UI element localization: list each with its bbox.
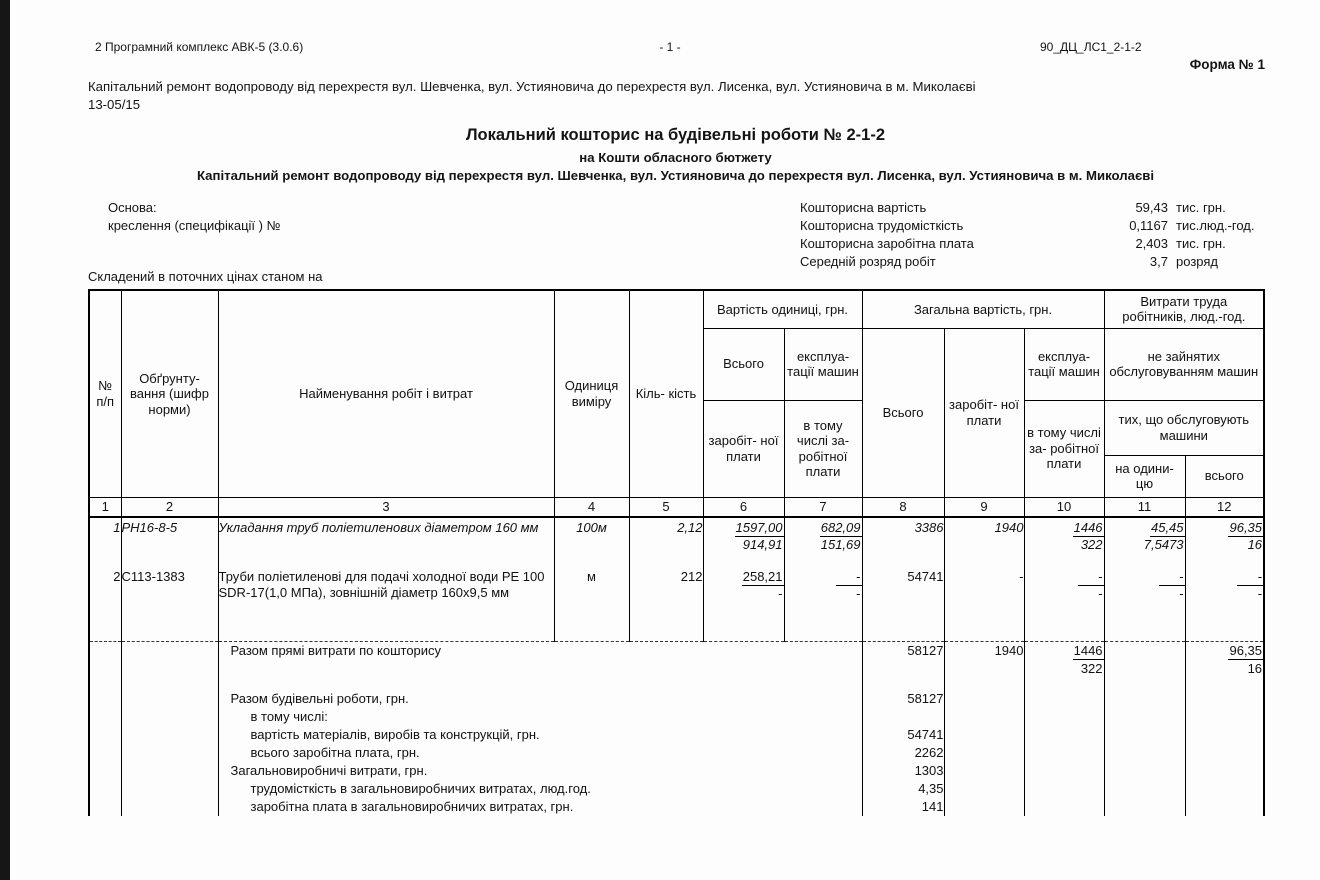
param-label: Кошторисна заробітна плата: [800, 236, 974, 251]
header-labor-machines: тих, що обслуговують машини: [1104, 400, 1264, 455]
program-name: 2 Програмний комплекс АВК-5 (3.0.6): [95, 40, 304, 54]
summary-value: 4,35: [862, 780, 944, 798]
item-total: 3386: [862, 517, 944, 567]
item-code: С113-1383: [121, 567, 218, 641]
param-row: [800, 235, 1270, 253]
header-unit-cost-machines: експлуа- тації машин: [784, 328, 862, 400]
item-qty: 212: [629, 567, 703, 641]
object-number: 13-05/15: [88, 97, 141, 112]
item-number: 2: [89, 567, 121, 641]
param-row: [800, 199, 1270, 217]
summary-label: Разом прямі витрати по кошторису: [218, 641, 862, 677]
header-group-unit-cost: Вартість одиниці, грн.: [703, 290, 862, 328]
title-block: [88, 125, 1263, 184]
summary-row: [89, 762, 1264, 780]
param-label: Кошторисна вартість: [800, 200, 927, 215]
header-unit-cost-wages: заробіт- ної плати: [703, 400, 784, 497]
summary-direct-costs-row: [89, 641, 1264, 677]
param-unit: тис. грн.: [1176, 236, 1226, 251]
item-total-wages: -: [944, 567, 1024, 641]
item-row-2: [89, 567, 1264, 641]
summary-total-machines: $\frac{1446}{322}$: [1024, 641, 1104, 677]
item-unit-cost-machines: $\frac{682,09}{151,69}$: [784, 517, 862, 567]
item-unit: 100м: [554, 517, 629, 567]
column-numbers-row: [89, 497, 1264, 517]
column-number: 6: [703, 497, 784, 517]
header-col-name: Найменування робіт і витрат: [218, 290, 554, 497]
param-label: Кошторисна трудомісткість: [800, 218, 964, 233]
param-value: 2,403: [1135, 236, 1168, 251]
param-value: 3,7: [1149, 254, 1168, 269]
summary-labor-total: $\frac{96,35}{16}$: [1185, 641, 1264, 677]
summary-label: трудомісткість в загальновиробничих витратах, люд.год.: [218, 780, 862, 798]
item-number: 1: [89, 517, 121, 567]
item-row-1: [89, 517, 1264, 567]
summary-label: Загальновиробничі витрати, грн.: [218, 762, 862, 780]
header-unit-cost-total: Всього: [703, 328, 784, 400]
summary-value: 141: [862, 798, 944, 816]
item-unit-cost-total: $\frac{258,21}{-}$: [703, 567, 784, 641]
column-number: 3: [218, 497, 554, 517]
param-unit: тис. грн.: [1176, 200, 1226, 215]
object-description: Капітальний ремонт водопроводу від перехрестя вул. Шевченка, вул. Устияновича до перехрестя вул. Лисенка, вул. Устияновича в м. Миколаєві: [88, 79, 976, 94]
document-code: 90_ДЦ_ЛС1_2-1-2: [1040, 40, 1142, 54]
column-number: 12: [1185, 497, 1264, 517]
item-labor-total: $\frac{-}{-}$: [1185, 567, 1264, 641]
header-col-basis: Обґрунту- вання (шифр норми): [121, 290, 218, 497]
header-labor-per-unit: на одини- цю: [1104, 455, 1185, 497]
header-col-no: № п/п: [89, 290, 121, 497]
param-value: 59,43: [1135, 200, 1168, 215]
basis-drawings: креслення (специфікації ) №: [108, 218, 281, 233]
header-col-unit: Одиниця виміру: [554, 290, 629, 497]
summary-row: [89, 708, 1264, 726]
item-total-wages: 1940: [944, 517, 1024, 567]
summary-row: [89, 690, 1264, 708]
form-label: Форма № 1: [1189, 57, 1265, 72]
column-number: 10: [1024, 497, 1104, 517]
summary-value: 2262: [862, 744, 944, 762]
header-total-cost-wages: заробіт- ної плати: [944, 328, 1024, 497]
item-qty: 2,12: [629, 517, 703, 567]
summary-label: всього заробітна плата, грн.: [218, 744, 862, 762]
header-total-cost-machines: експлуа- тації машин: [1024, 328, 1104, 400]
estimate-params: [800, 199, 1270, 271]
summary-value: 58127: [862, 690, 944, 708]
column-number: 8: [862, 497, 944, 517]
estimate-table: [88, 289, 1265, 816]
item-name: Укладання труб поліетиленових діаметром 160 мм: [218, 517, 554, 567]
header-total-cost-machines-wages: в тому числі за- робітної плати: [1024, 400, 1104, 497]
item-unit-cost-machines: $\frac{-}{-}$: [784, 567, 862, 641]
item-code: РН16-8-5: [121, 517, 218, 567]
item-labor-per-unit: $\frac{-}{-}$: [1104, 567, 1185, 641]
header-group-labor: Витрати труда робітників, люд.-год.: [1104, 290, 1264, 328]
param-label: Середній розряд робіт: [800, 254, 936, 269]
estimate-sheet: [10, 0, 1320, 880]
summary-row: [89, 744, 1264, 762]
window-edge-bar: [0, 0, 10, 880]
funding-source: на Кошти обласного бютжету: [579, 150, 772, 165]
estimate-title: Локальний кошторис на будівельні роботи № 2-1-2: [465, 126, 886, 144]
summary-total: 58127: [862, 641, 944, 677]
header-unit-cost-machines-wages: в тому числі за- робітної плати: [784, 400, 862, 497]
summary-row: [89, 798, 1264, 816]
header-total-cost-total: Всього: [862, 328, 944, 497]
column-number: 5: [629, 497, 703, 517]
item-labor-total: $\frac{96,35}{16}$: [1185, 517, 1264, 567]
column-number: 7: [784, 497, 862, 517]
param-unit: тис.люд.-год.: [1176, 218, 1255, 233]
item-total-machines: $\frac{1446}{322}$: [1024, 517, 1104, 567]
header-labor-total: всього: [1185, 455, 1264, 497]
header-group-total-cost: Загальна вартість, грн.: [862, 290, 1104, 328]
item-unit-cost-total: $\frac{1597,00}{914,91}$: [703, 517, 784, 567]
item-total-machines: $\frac{-}{-}$: [1024, 567, 1104, 641]
current-prices-note: Складений в поточних цінах станом на: [88, 269, 323, 284]
column-number: 2: [121, 497, 218, 517]
param-value: 0,1167: [1129, 218, 1168, 233]
summary-label: в тому числі:: [218, 708, 862, 726]
summary-row: [89, 726, 1264, 744]
param-row: [800, 253, 1270, 271]
column-number: 9: [944, 497, 1024, 517]
summary-row: [89, 780, 1264, 798]
item-labor-per-unit: $\frac{45,45}{7,5473}$: [1104, 517, 1185, 567]
basis-label: Основа:: [108, 200, 157, 215]
header-labor-not-machines: не зайнятих обслуговуванням машин: [1104, 328, 1264, 400]
summary-spacer-row: [89, 677, 1264, 690]
summary-label: вартість матеріалів, виробів та конструкцій, грн.: [218, 726, 862, 744]
summary-label: заробітна плата в загальновиробничих витратах, грн.: [218, 798, 862, 816]
page-number: - 1 -: [659, 40, 681, 54]
param-unit: розряд: [1176, 254, 1218, 269]
summary-value: 54741: [862, 726, 944, 744]
summary-total-wages: 1940: [944, 641, 1024, 677]
item-name: Труби поліетиленові для подачі холодної води PE 100 SDR-17(1,0 МПа), зовнішній діаметр 160x9,5 мм: [218, 567, 554, 641]
estimate-object: Капітальний ремонт водопроводу від перехрестя вул. Шевченка, вул. Устияновича до перехрестя вул. Лисенка, вул. Устияновича в м. Миколаєві: [196, 168, 1155, 183]
column-number: 1: [89, 497, 121, 517]
summary-value: [862, 708, 944, 726]
summary-label: Разом будівельні роботи, грн.: [218, 690, 862, 708]
column-number: 4: [554, 497, 629, 517]
column-number: 11: [1104, 497, 1185, 517]
header-col-qty: Кіль- кість: [629, 290, 703, 497]
param-row: [800, 217, 1270, 235]
summary-value: 1303: [862, 762, 944, 780]
table-header-row: [89, 290, 1264, 328]
item-unit: м: [554, 567, 629, 641]
item-total: 54741: [862, 567, 944, 641]
